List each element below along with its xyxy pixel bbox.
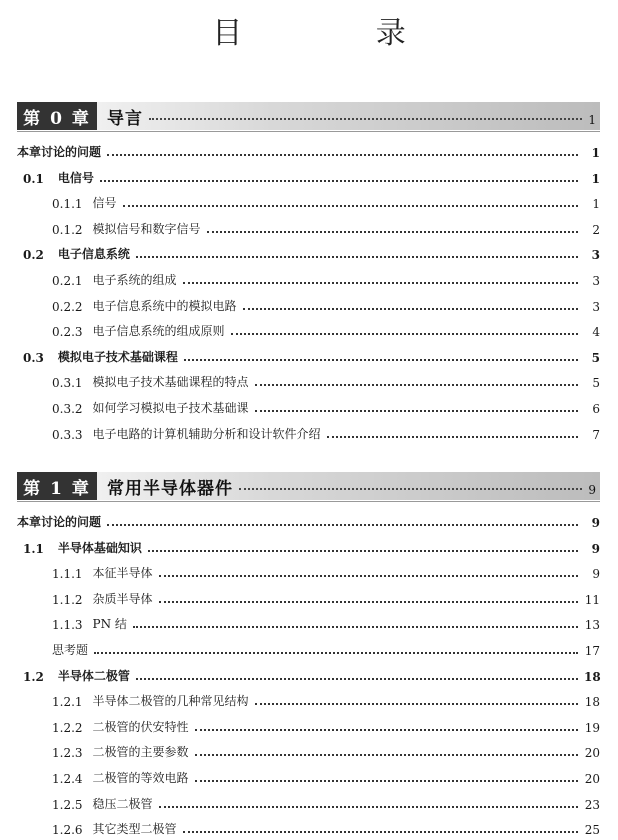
subsection-entry[interactable] bbox=[17, 424, 600, 442]
entry-title: 电子电路的计算机辅助分析和设计软件介绍 bbox=[92, 426, 321, 441]
entry-number: 0.3 bbox=[23, 350, 44, 365]
entry-page-number: 20 bbox=[584, 746, 600, 761]
entry-page-number: 9 bbox=[591, 541, 600, 556]
chapter-number-badge: 第 1 章 bbox=[17, 472, 97, 500]
subsection-entry[interactable] bbox=[17, 321, 600, 339]
entry-page-number: 9 bbox=[591, 516, 600, 530]
dot-leader bbox=[255, 703, 578, 705]
entry-number: 1.2.3 bbox=[52, 746, 83, 761]
chapter-header[interactable] bbox=[17, 102, 600, 130]
dot-leader bbox=[123, 205, 578, 207]
entry-title: 杂质半导体 bbox=[92, 591, 153, 606]
chapter-divider bbox=[17, 501, 600, 502]
entry-title: 模拟电子技术基础课程 bbox=[57, 349, 178, 364]
dot-leader bbox=[243, 308, 578, 310]
entry-page-number: 6 bbox=[592, 402, 600, 416]
entry-title: 电子信息系统 bbox=[57, 247, 130, 262]
section-entry[interactable] bbox=[17, 244, 600, 262]
entry-page-number: 1 bbox=[591, 146, 600, 160]
entry-page-number: 7 bbox=[592, 427, 600, 442]
chapter-page-number: 9 bbox=[588, 483, 596, 497]
dot-leader bbox=[149, 118, 582, 120]
entry-page-number: 11 bbox=[584, 592, 600, 607]
entry-title: 电子信息系统的组成原则 bbox=[92, 324, 225, 339]
section-entry[interactable] bbox=[17, 168, 600, 186]
entry-title: 稳压二极管 bbox=[92, 796, 153, 811]
entry-number: 0.2.3 bbox=[52, 325, 83, 340]
entry-title: 模拟信号和数字信号 bbox=[92, 221, 201, 236]
entry-title: 电子系统的组成 bbox=[92, 273, 177, 287]
dot-leader bbox=[207, 231, 578, 233]
chapter-page-number: 1 bbox=[588, 113, 596, 127]
subsection-entry[interactable] bbox=[17, 768, 600, 786]
entry-number: 0.2.2 bbox=[52, 299, 83, 314]
entry-page-number: 19 bbox=[584, 720, 600, 735]
subsection-entry[interactable] bbox=[17, 691, 600, 709]
entry-number: 0.1 bbox=[23, 171, 44, 186]
subsection-entry[interactable] bbox=[17, 219, 600, 237]
entry-title: 半导体基础知识 bbox=[57, 540, 142, 555]
entry-number: 1.1 bbox=[23, 541, 44, 556]
dot-leader bbox=[327, 436, 578, 438]
subsection-entry[interactable] bbox=[17, 794, 600, 812]
entry-page-number: 5 bbox=[592, 376, 600, 391]
entry-title: PN 结 bbox=[92, 617, 127, 632]
dot-leader bbox=[159, 806, 578, 808]
dot-leader bbox=[195, 729, 578, 731]
dot-leader bbox=[94, 652, 578, 654]
dot-leader bbox=[239, 488, 582, 490]
entry-number: 0.1.1 bbox=[52, 197, 83, 212]
entry-page-number: 3 bbox=[591, 248, 600, 263]
dot-leader bbox=[195, 754, 578, 756]
entry-number: 1.1.1 bbox=[52, 567, 83, 582]
entry-title: 信号 bbox=[92, 196, 117, 211]
entry-title: 本章讨论的问题 bbox=[17, 515, 102, 529]
section-entry[interactable] bbox=[17, 666, 600, 684]
toc-entry[interactable] bbox=[17, 512, 600, 530]
entry-number: 0.1.2 bbox=[52, 222, 83, 237]
entry-number: 1.1.2 bbox=[52, 592, 83, 607]
entry-page-number: 9 bbox=[592, 567, 600, 582]
entry-number: 1.2.4 bbox=[52, 772, 83, 786]
entry-title: 其它类型二极管 bbox=[92, 822, 177, 837]
subsection-entry[interactable] bbox=[17, 614, 600, 632]
dot-leader bbox=[231, 333, 578, 335]
entry-title: 二极管的伏安特性 bbox=[92, 719, 189, 734]
subsection-entry[interactable] bbox=[17, 742, 600, 760]
dot-leader bbox=[133, 626, 578, 628]
chapter-title: 导言 bbox=[107, 108, 143, 129]
entry-page-number: 1 bbox=[591, 171, 600, 186]
dot-leader bbox=[255, 410, 578, 412]
chapter-title: 常用半导体器件 bbox=[107, 478, 233, 499]
entry-title: 本章讨论的问题 bbox=[17, 145, 102, 159]
dot-leader bbox=[107, 154, 578, 156]
entry-number: 1.1.3 bbox=[52, 618, 83, 633]
toc-entry[interactable] bbox=[17, 142, 600, 160]
entry-title: 电子信息系统中的模拟电路 bbox=[92, 298, 237, 313]
subsection-entry[interactable] bbox=[17, 717, 600, 735]
dot-leader bbox=[159, 601, 578, 603]
entry-number: 0.3.1 bbox=[52, 376, 83, 391]
dot-leader bbox=[195, 780, 578, 782]
entry-title: 本征半导体 bbox=[92, 566, 153, 581]
dot-leader bbox=[184, 359, 578, 361]
entry-title: 如何学习模拟电子技术基础课 bbox=[92, 401, 249, 415]
entry-page-number: 13 bbox=[584, 618, 600, 633]
section-entry[interactable] bbox=[17, 347, 600, 365]
subsection-entry[interactable] bbox=[17, 398, 600, 416]
entry-page-number: 18 bbox=[584, 669, 601, 684]
toc-entry[interactable] bbox=[17, 640, 600, 658]
entry-page-number: 4 bbox=[592, 325, 600, 340]
chapter-header[interactable] bbox=[17, 472, 600, 500]
dot-leader bbox=[159, 575, 578, 577]
subsection-entry[interactable] bbox=[17, 563, 600, 581]
chapter-number-badge: 第 0 章 bbox=[17, 102, 97, 130]
entry-page-number: 3 bbox=[592, 274, 600, 288]
entry-page-number: 20 bbox=[584, 772, 600, 786]
dot-leader bbox=[183, 831, 578, 833]
dot-leader bbox=[136, 256, 578, 258]
entry-number: 1.2.6 bbox=[52, 823, 83, 838]
entry-page-number: 23 bbox=[584, 797, 600, 812]
entry-number: 1.2.1 bbox=[52, 695, 83, 710]
entry-title: 二极管的主要参数 bbox=[92, 745, 189, 760]
entry-page-number: 2 bbox=[592, 222, 600, 237]
entry-number: 0.3.2 bbox=[52, 402, 83, 416]
subsection-entry[interactable] bbox=[17, 589, 600, 607]
chapter-title-band bbox=[97, 472, 600, 500]
entry-title: 半导体二极管 bbox=[57, 668, 130, 683]
dot-leader bbox=[136, 678, 578, 680]
dot-leader bbox=[148, 550, 578, 552]
entry-title: 思考题 bbox=[52, 643, 89, 657]
entry-number: 1.2.2 bbox=[52, 720, 83, 735]
subsection-entry[interactable] bbox=[17, 819, 600, 837]
dot-leader bbox=[100, 180, 578, 182]
subsection-entry[interactable] bbox=[17, 193, 600, 211]
entry-page-number: 25 bbox=[584, 823, 600, 838]
page-title: 目 录 bbox=[212, 16, 468, 51]
entry-number: 0.2.1 bbox=[52, 274, 83, 288]
entry-page-number: 5 bbox=[591, 350, 600, 365]
subsection-entry[interactable] bbox=[17, 270, 600, 288]
entry-page-number: 1 bbox=[592, 197, 600, 212]
entry-number: 0.2 bbox=[23, 248, 44, 263]
dot-leader bbox=[255, 384, 578, 386]
entry-title: 二极管的等效电路 bbox=[92, 771, 189, 785]
chapter-title-band bbox=[97, 102, 600, 130]
entry-number: 1.2 bbox=[23, 669, 44, 684]
entry-number: 1.2.5 bbox=[52, 797, 83, 812]
section-entry[interactable] bbox=[17, 538, 600, 556]
dot-leader bbox=[183, 282, 578, 284]
entry-title: 半导体二极管的几种常见结构 bbox=[92, 694, 249, 709]
entry-page-number: 3 bbox=[592, 299, 600, 314]
entry-number: 0.3.3 bbox=[52, 427, 83, 442]
entry-page-number: 18 bbox=[584, 695, 600, 710]
entry-title: 电信号 bbox=[57, 170, 94, 185]
subsection-entry[interactable] bbox=[17, 296, 600, 314]
entry-page-number: 17 bbox=[584, 644, 600, 658]
chapter-divider bbox=[17, 131, 600, 132]
dot-leader bbox=[107, 524, 578, 526]
subsection-entry[interactable] bbox=[17, 372, 600, 390]
entry-title: 模拟电子技术基础课程的特点 bbox=[92, 375, 249, 390]
